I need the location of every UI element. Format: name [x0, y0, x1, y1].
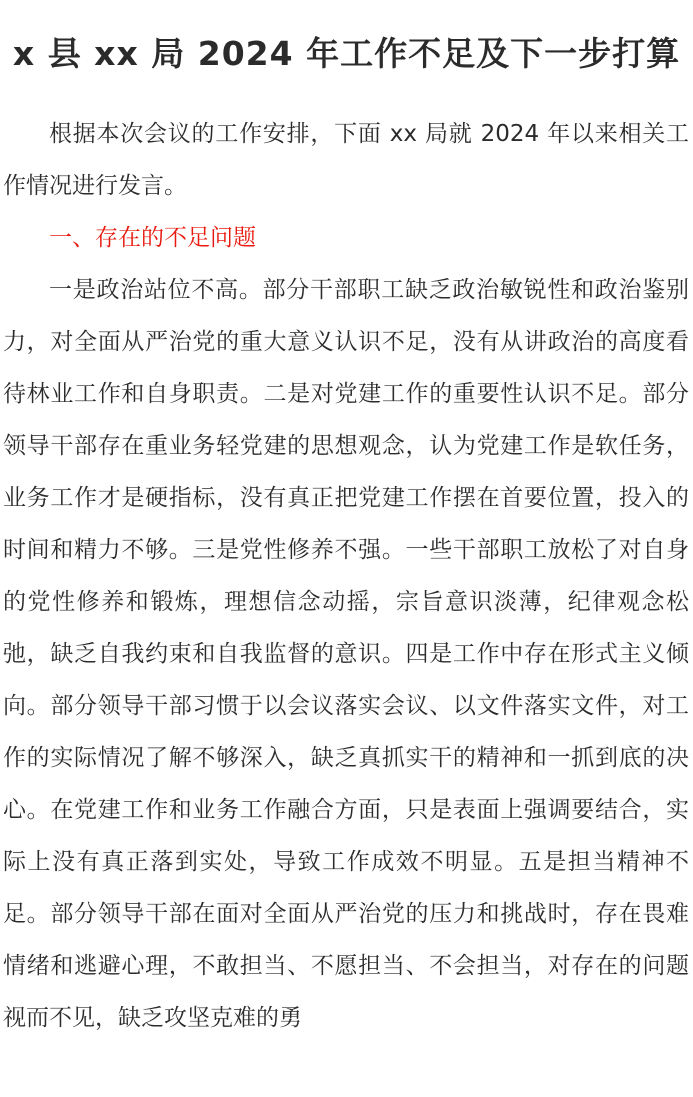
- document-title: x 县 xx 局 2024 年工作不足及下一步打算: [12, 34, 681, 73]
- intro-paragraph: 根据本次会议的工作安排，下面 xx 局就 2024 年以来相关工作情况进行发言。: [3, 121, 689, 199]
- section-paragraph: 一是政治站位不高。部分干部职工缺乏政治敏锐性和政治鉴别力，对全面从严治党的重大意义认识不足，没有从讲政治的高度看待林业工作和自身职责。二是对党建工作的重要性认识不足。部分领导干部存在重业务轻党建的思想观念，认为党建工作是软任务，业务工作才是硬指标，没有真正把党建工作摆在首要位置，投入的时间和精力不够。三是党性修养不强。一些干部职工放松了对自身的党性修养和锻炼，理想信念动摇，宗旨意识淡薄，纪律观念松弛，缺乏自我约束和自我监督的意识。四是工作中存在形式主义倾向。部分领导干部习惯于以会议落实会议、以文件落实文件，对工作的实际情况了解不够深入，缺乏真抓实干的精神和一抓到底的决心。在党建工作和业务工作融合方面，只是表面上强调要结合，实际上没有真正落到实处，导致工作成效不明显。五是担当精神不足。部分领导干部在面对全面从严治党的压力和挑战时，存在畏难情绪和逃避心理，不敢担当、不愿担当、不会担当，对存在的问题视而不见，缺乏攻坚克难的勇: [3, 277, 689, 1031]
- document-body: [3, 108, 689, 1044]
- section-heading: 一、存在的不足问题: [49, 225, 256, 251]
